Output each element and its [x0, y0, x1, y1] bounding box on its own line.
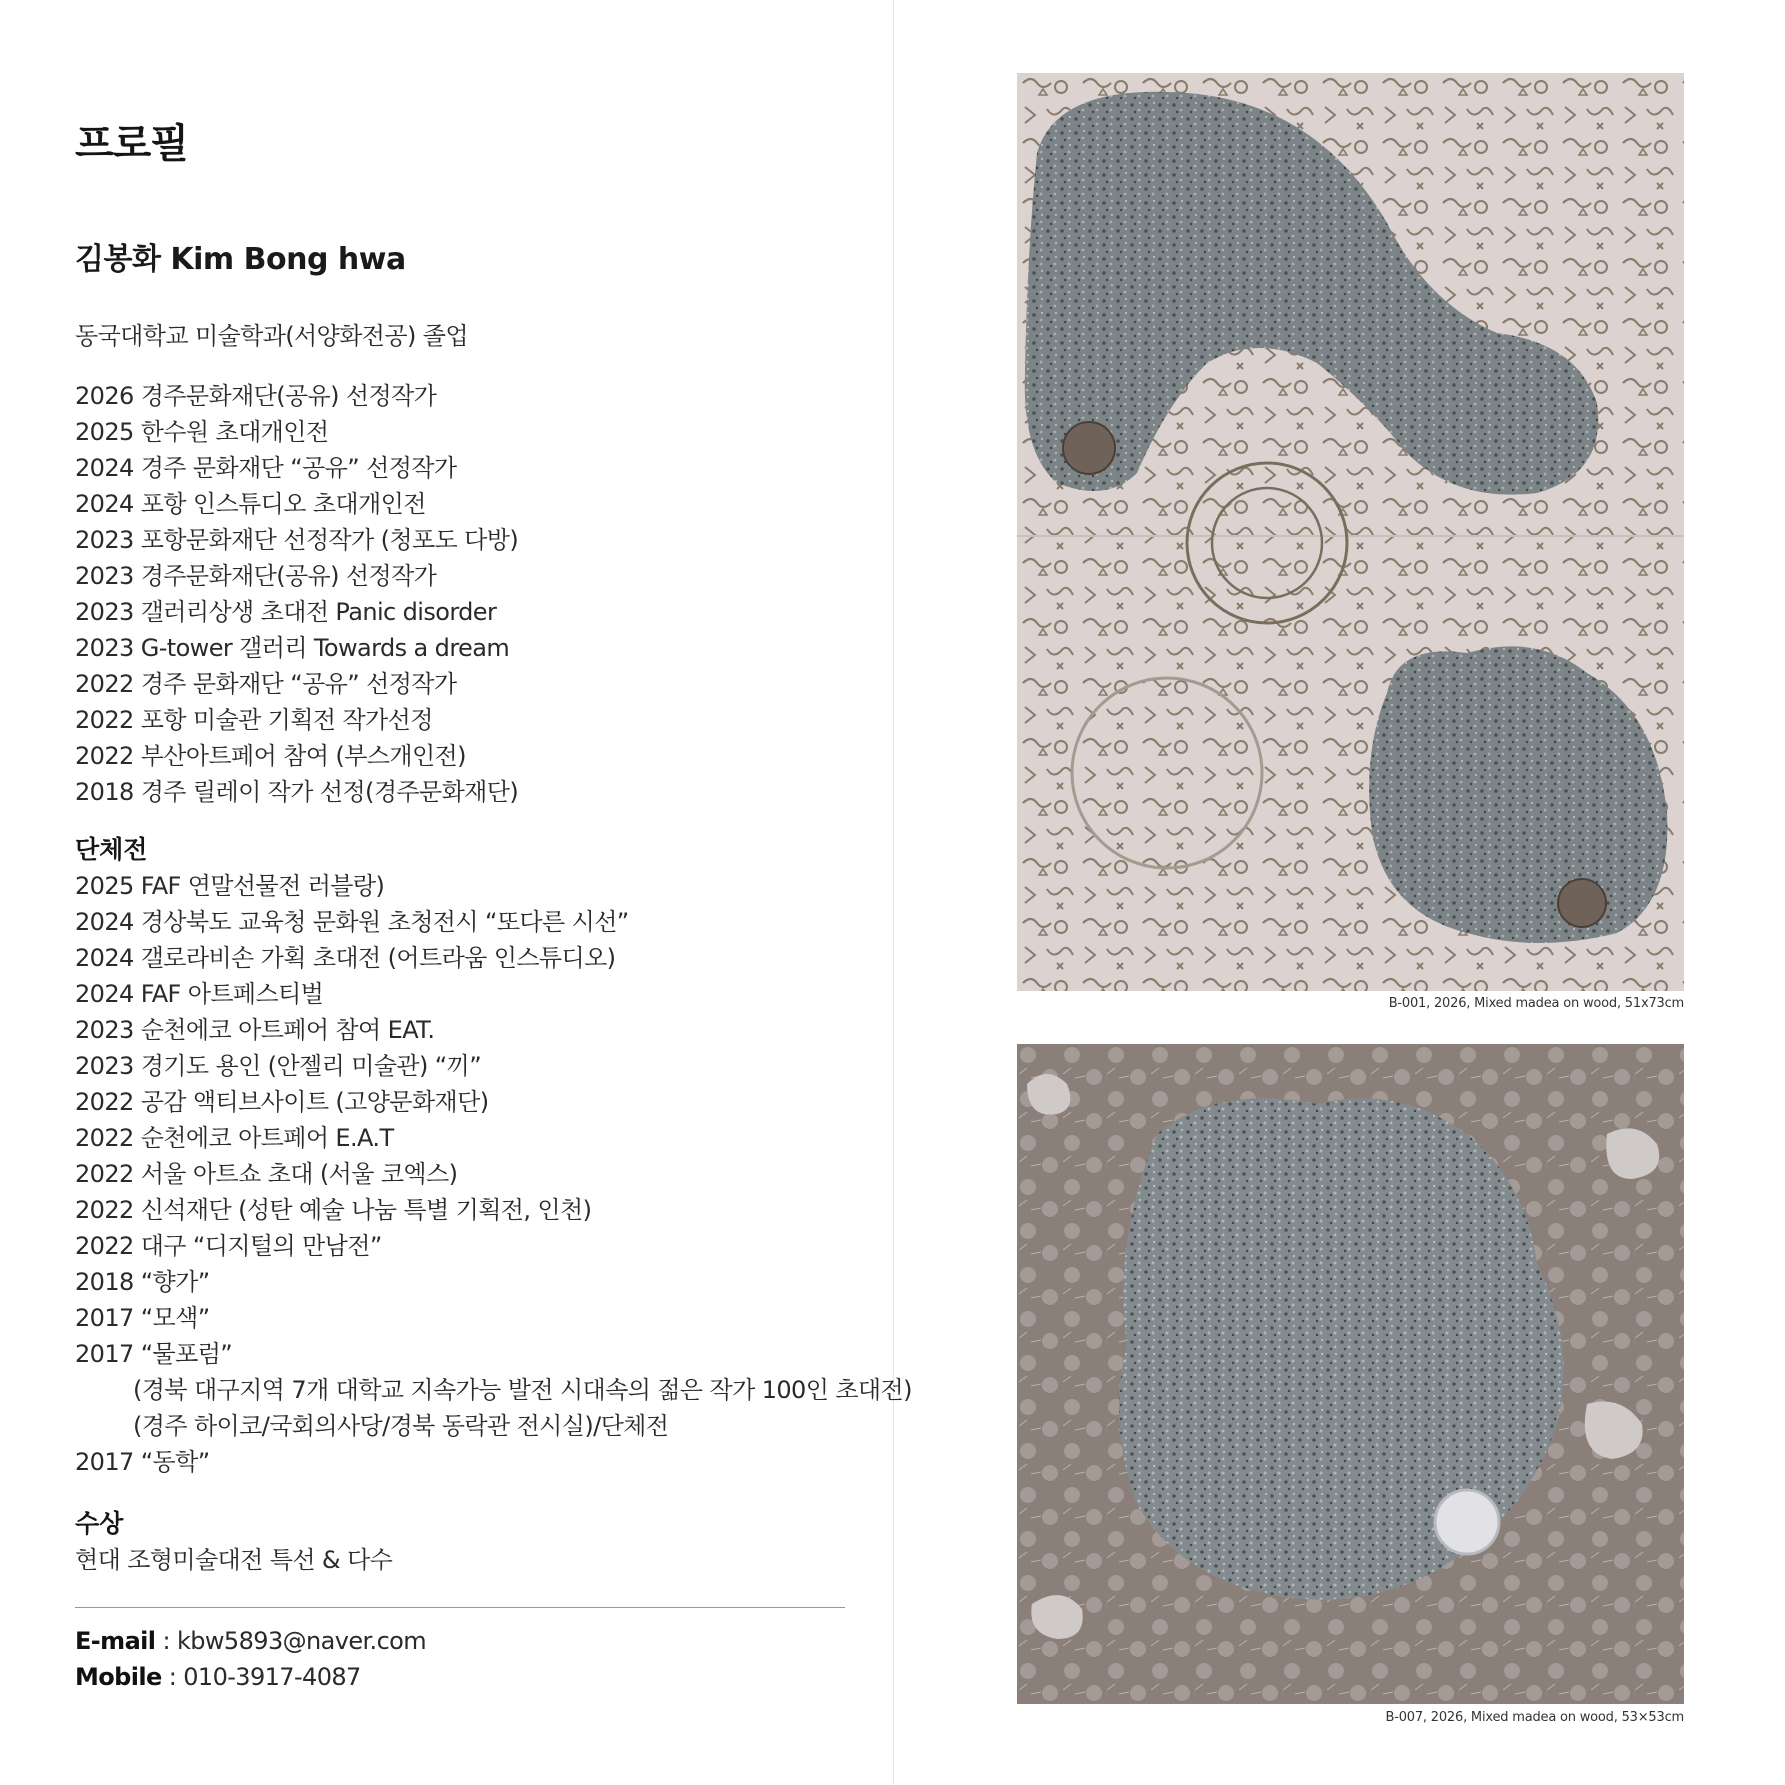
group-exhibition-item: 2017 “모색” — [75, 1304, 210, 1332]
solo-exhibition-item: 2022 경주 문화재단 “공유” 선정작가 — [75, 670, 457, 698]
education — [75, 318, 468, 354]
education-line: 동국대학교 미술학과(서양화전공) 졸업 — [75, 322, 468, 350]
group-exhibition-heading: 단체전 — [75, 835, 148, 864]
group-exhibition-item: 2024 경상북도 교육청 문화원 초청전시 “또다른 시선” — [75, 908, 629, 936]
mobile-label: Mobile — [75, 1663, 162, 1691]
group-exhibition-item: 2017 “동학” — [75, 1448, 210, 1476]
mobile-line — [75, 1659, 426, 1695]
solo-exhibition-item: 2022 포항 미술관 기획전 작가선정 — [75, 706, 433, 734]
solo-exhibition-item: 2024 포항 인스튜디오 초대개인전 — [75, 490, 426, 518]
solo-exhibition-item: 2023 G-tower 갤러리 Towards a dream — [75, 634, 510, 662]
email-label: E-mail — [75, 1627, 156, 1655]
solo-exhibition-item: 2023 경주문화재단(공유) 선정작가 — [75, 562, 437, 590]
solo-exhibition-list — [75, 378, 518, 810]
group-exhibition-item: 2022 대구 “디지털의 만남전” — [75, 1232, 382, 1260]
artwork-caption-2: B-007, 2026, Mixed madea on wood, 53×53cm — [1385, 1710, 1684, 1725]
group-exhibition-item: 2022 순천에코 아트페어 E.A.T — [75, 1124, 394, 1152]
group-exhibition-item: 2022 공감 액티브사이트 (고양문화재단) — [75, 1088, 489, 1116]
solo-exhibition-item: 2023 갤러리상생 초대전 Panic disorder — [75, 598, 497, 626]
group-exhibition-item: 2024 FAF 아트페스티벌 — [75, 980, 324, 1008]
mobile-separator: : — [161, 1663, 184, 1691]
mobile-value[interactable]: 010-3917-4087 — [183, 1663, 361, 1691]
group-exhibition-item: 2023 순천에코 아트페어 참여 EAT. — [75, 1016, 435, 1044]
awards-list — [75, 1542, 392, 1578]
email-value[interactable]: kbw5893@naver.com — [176, 1627, 427, 1655]
email-separator: : — [155, 1627, 177, 1655]
artwork-image-1 — [1017, 73, 1684, 991]
solo-exhibition-item: 2025 한수원 초대개인전 — [75, 418, 329, 446]
solo-exhibition-item: 2023 포항문화재단 선정작가 (청포도 다방) — [75, 526, 519, 554]
page-title: 프로필 — [75, 121, 188, 167]
group-exhibition-item: 2024 갤로라비손 가획 초대전 (어트라움 인스튜디오) — [75, 944, 616, 972]
group-exhibition-item: 2017 “물포럼” — [75, 1340, 233, 1368]
artwork-image-2 — [1017, 1044, 1684, 1704]
email-line — [75, 1623, 426, 1659]
group-exhibition-item: 2018 “향가” — [75, 1268, 210, 1296]
artist-name: 김봉화 Kim Bong hwa — [75, 242, 406, 277]
artwork-caption-1: B-001, 2026, Mixed madea on wood, 51x73cm — [1388, 996, 1684, 1011]
solo-exhibition-item: 2018 경주 릴레이 작가 선정(경주문화재단) — [75, 778, 519, 806]
group-exhibition-list — [75, 868, 912, 1480]
solo-exhibition-item: 2024 경주 문화재단 “공유” 선정작가 — [75, 454, 457, 482]
awards-heading: 수상 — [75, 1509, 124, 1538]
contact-info — [75, 1623, 426, 1695]
contact-divider — [75, 1607, 845, 1608]
group-exhibition-item: 2022 신석재단 (성탄 예술 나눔 특별 기획전, 인천) — [75, 1196, 592, 1224]
solo-exhibition-item: 2026 경주문화재단(공유) 선정작가 — [75, 382, 437, 410]
group-exhibition-note: (경주 하이코/국회의사당/경북 동락관 전시실)/단체전 — [133, 1412, 669, 1440]
group-exhibition-item: 2023 경기도 용인 (안젤리 미술관) “끼” — [75, 1052, 482, 1080]
solo-exhibition-item: 2022 부산아트페어 참여 (부스개인전) — [75, 742, 466, 770]
award-item: 현대 조형미술대전 특선 & 다수 — [75, 1546, 393, 1574]
group-exhibition-item: 2022 서울 아트쇼 초대 (서울 코엑스) — [75, 1160, 458, 1188]
group-exhibition-item: 2025 FAF 연말선물전 러블랑) — [75, 872, 385, 900]
group-exhibition-note: (경북 대구지역 7개 대학교 지속가능 발전 시대속의 젊은 작가 100인 초대전) — [133, 1376, 912, 1404]
